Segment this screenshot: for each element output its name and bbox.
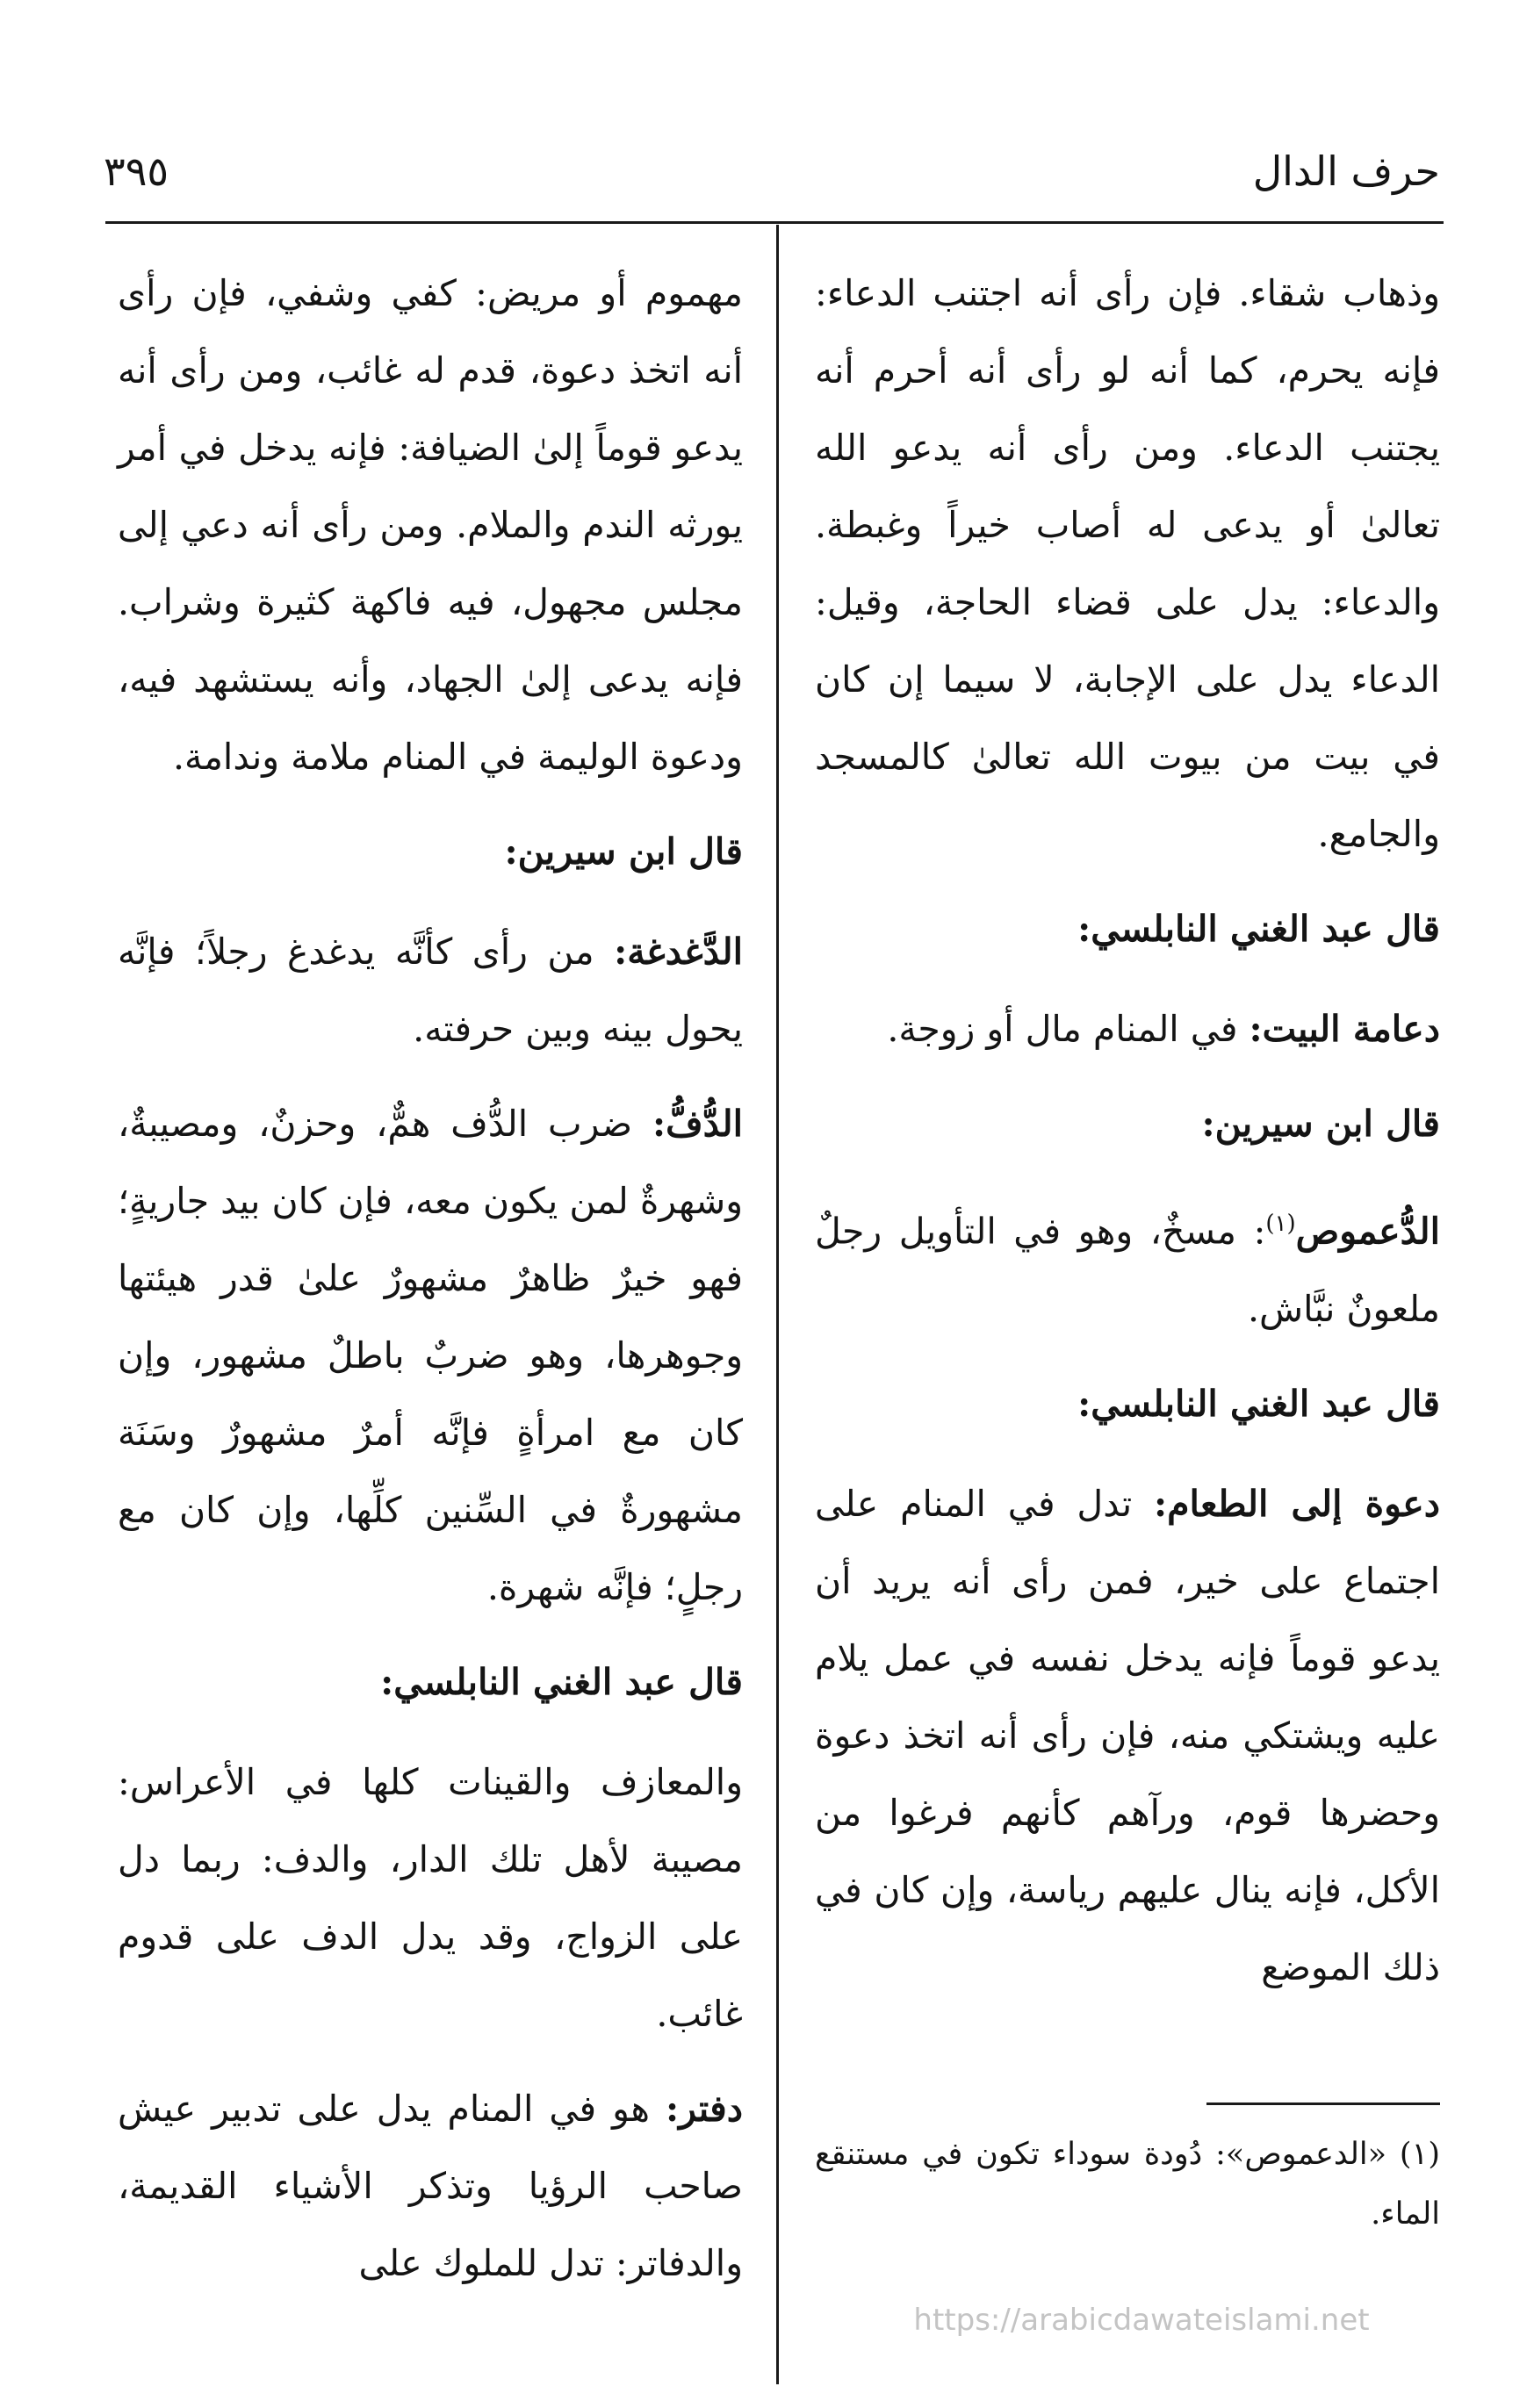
footnote-text: «الدعموص»: دُودة سوداء تكون في مستنقع الماء. xyxy=(815,2137,1440,2232)
watermark-url: https://arabicdawateislami.net xyxy=(913,2303,1370,2338)
entry-text: ضرب الدُّف همٌّ، وحزنٌ، ومصيبةٌ، وشهرةٌ لمن يكون معه، فإن كان بيد جاريةٍ؛ فهو خيرٌ ظاهرٌ مشهورٌ علىٰ قدر هيئتها وجوهرها، وهو ضربٌ باطلٌ مشهور، وإن كان مع امرأةٍ فإنَّه أمرٌ مشهورٌ وسَنَة مشهورةٌ في السِّنين كلِّها، وإن كان مع رجلٍ؛ فإنَّه شهرة. xyxy=(118,1103,743,1608)
footnote xyxy=(815,2124,1440,2244)
paragraph: وذهاب شقاء. فإن رأى أنه اجتنب الدعاء: فإنه يحرم، كما أنه لو رأى أنه أحرم أنه يجتنب الدعاء. ومن رأى أنه يدعو الله تعالىٰ أو يدعى له أصاب خيراً وغبطة. والدعاء: يدل على قضاء الحاجة، وقيل: الدعاء يدل على الإجابة، لا سيما إن كان في بيت من بيوت الله تعالىٰ كالمسجد والجامع. xyxy=(815,272,1440,855)
header-rule xyxy=(105,221,1444,224)
entry-term: دعامة البيت: xyxy=(1249,1008,1440,1050)
entry-term: الدُّعموص xyxy=(1295,1210,1440,1253)
entry-term: الدَّغدغة: xyxy=(614,931,743,973)
entry-term: الدُّفُّ: xyxy=(652,1103,743,1145)
paragraph: والمعازف والقينات كلها في الأعراس: مصيبة لأهل تلك الدار، والدف: ربما دل على الزواج، وقد يدل الدف على قدوم غائب. xyxy=(118,1761,743,2035)
left-column xyxy=(118,255,743,2319)
section-heading: قال عبد الغني النابلسي: xyxy=(1077,908,1440,950)
right-column xyxy=(815,255,1440,2023)
entry-paragraph xyxy=(815,1185,1440,1348)
column-divider xyxy=(776,225,779,2384)
chapter-title: حرف الدال xyxy=(1252,147,1440,195)
entry-paragraph xyxy=(815,1465,1440,2006)
section-heading: قال عبد الغني النابلسي: xyxy=(380,1661,743,1703)
entry-text: هو في المنام يدل على تدبير عيش صاحب الرؤيا وتذكر الأشياء القديمة، والدفاتر: تدل للملوك على xyxy=(118,2088,743,2284)
section-heading: قال ابن سيرين: xyxy=(504,830,743,873)
entry-text: من رأى كأنَّه يدغدغ رجلاً؛ فإنَّه يحول بينه وبين حرفته. xyxy=(118,931,743,1050)
section-heading: قال عبد الغني النابلسي: xyxy=(1077,1382,1440,1425)
entry-paragraph xyxy=(815,990,1440,1067)
page-header xyxy=(88,147,1440,211)
entry-term: دعوة إلى الطعام: xyxy=(1154,1482,1441,1525)
entry-text: في المنام مال أو زوجة. xyxy=(887,1008,1250,1050)
section-heading: قال ابن سيرين: xyxy=(1201,1103,1440,1145)
footnote-rule xyxy=(1206,2103,1440,2105)
entry-text: : مسخٌ، وهو في التأويل رجلٌ ملعونٌ نبَّاش. xyxy=(815,1210,1440,1330)
entry-term: دفتر: xyxy=(666,2088,743,2130)
paragraph: مهموم أو مريض: كفي وشفي، فإن رأى أنه اتخذ دعوة، قدم له غائب، ومن رأى أنه يدعو قوماً إلىٰ الضيافة: فإنه يدخل في أمر يورثه الندم والملام. ومن رأى أنه دعي إلى مجلس مجهول، فيه فاكهة كثيرة وشراب. فإنه يدعى إلىٰ الجهاد، وأنه يستشهد فيه، ودعوة الوليمة في المنام ملامة وندامة. xyxy=(118,272,743,778)
page-number: ٣٩٥ xyxy=(104,147,169,195)
footnote-marker: (١) xyxy=(1265,1211,1296,1237)
entry-paragraph xyxy=(118,2070,743,2302)
entry-paragraph xyxy=(118,1085,743,1626)
entry-paragraph xyxy=(118,913,743,1067)
entry-text: تدل في المنام على اجتماع على خير، فمن رأى أنه يريد أن يدعو قوماً فإنه يدخل نفسه في عمل يلام عليه ويشتكي منه، فإن رأى أنه اتخذ دعوة وحضرها قوم، ورآهم كأنهم فرغوا من الأكل، فإنه ينال عليهم رياسة، وإن كان في ذلك الموضع xyxy=(815,1482,1440,1988)
footnote-number: (١) xyxy=(1399,2137,1440,2172)
